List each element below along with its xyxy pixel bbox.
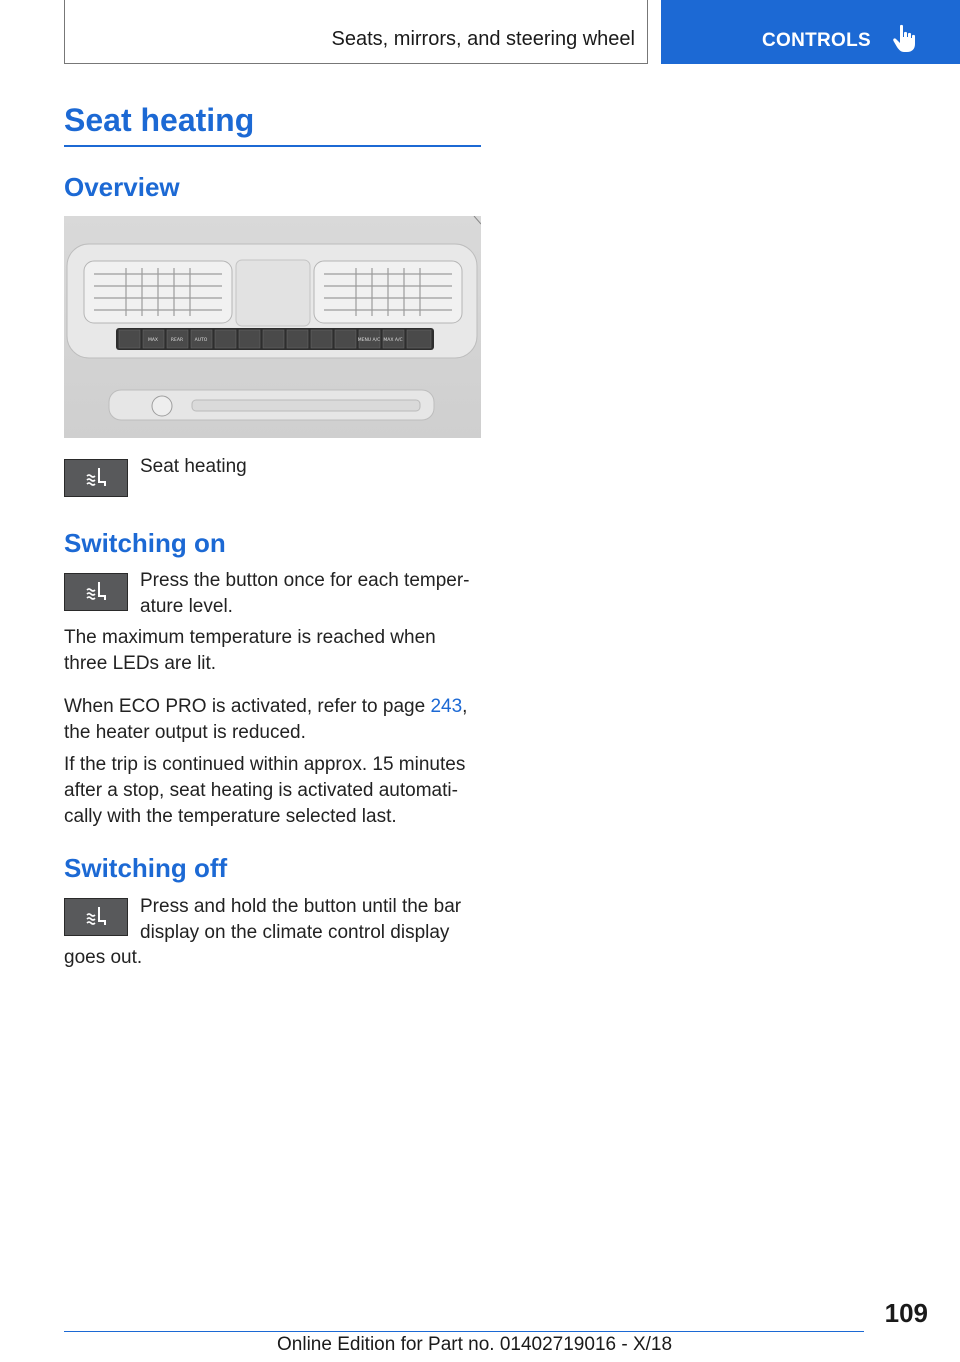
pointing-hand-icon — [893, 24, 919, 54]
photo-btn-max: MAX — [147, 338, 159, 343]
switching-off-line1: Press and hold the button until the bar — [140, 896, 462, 917]
title-divider — [64, 145, 481, 147]
seat-heating-icon — [85, 466, 109, 490]
controls-tab[interactable] — [661, 0, 960, 64]
switching-on-para2 — [64, 694, 484, 720]
page-number: 109 — [884, 1298, 928, 1328]
switching-on-heading: Switching on — [64, 528, 226, 558]
seat-heating-icon — [85, 905, 109, 929]
photo-btn-rear: REAR — [170, 338, 184, 343]
seat-heating-button-icon — [64, 459, 128, 497]
overview-caption: Seat heating — [140, 456, 247, 477]
page-link-243[interactable]: 243 — [430, 696, 463, 717]
switching-off-heading: Switching off — [64, 853, 228, 883]
footer-divider — [64, 1331, 864, 1332]
climate-control-photo — [64, 216, 481, 438]
tab-controls-label: CONTROLS — [762, 30, 872, 51]
seat-heating-button-icon-on — [64, 573, 128, 611]
switching-off-line2: display on the climate control display — [140, 922, 450, 943]
para2-text: When ECO PRO is activated, refer to page — [64, 696, 431, 717]
header-section-box — [64, 0, 648, 64]
section-title: Seats, mirrors, and steering wheel — [331, 28, 635, 50]
page-title: Seat heating — [64, 102, 255, 138]
photo-btn-max-ac: MAX A/C — [383, 338, 403, 343]
footer-edition: Online Edition for Part no. 01402719016 - X/18 — [277, 1334, 673, 1355]
seat-heating-button-icon-off — [64, 898, 128, 936]
switching-off-line3: goes out. — [64, 947, 143, 968]
overview-heading: Overview — [64, 172, 180, 202]
para2-comma: , — [462, 696, 468, 717]
switching-on-para3: If the trip is continued within approx. 15 minutes after a stop, seat heating is activated automati- cally with the temperature selected last. — [64, 754, 466, 827]
switching-on-para1: The maximum temperature is reached when three LEDs are lit. — [64, 627, 436, 674]
switching-on-line1: Press the button once for each temper- — [140, 570, 470, 591]
photo-btn-menu-ac: MENU A/C — [357, 338, 381, 343]
switching-on-line2: ature level. — [140, 596, 233, 617]
seat-heating-icon — [85, 580, 109, 604]
photo-btn-auto: AUTO — [194, 338, 208, 343]
switching-on-para2-line2: the heater output is reduced. — [64, 722, 306, 743]
